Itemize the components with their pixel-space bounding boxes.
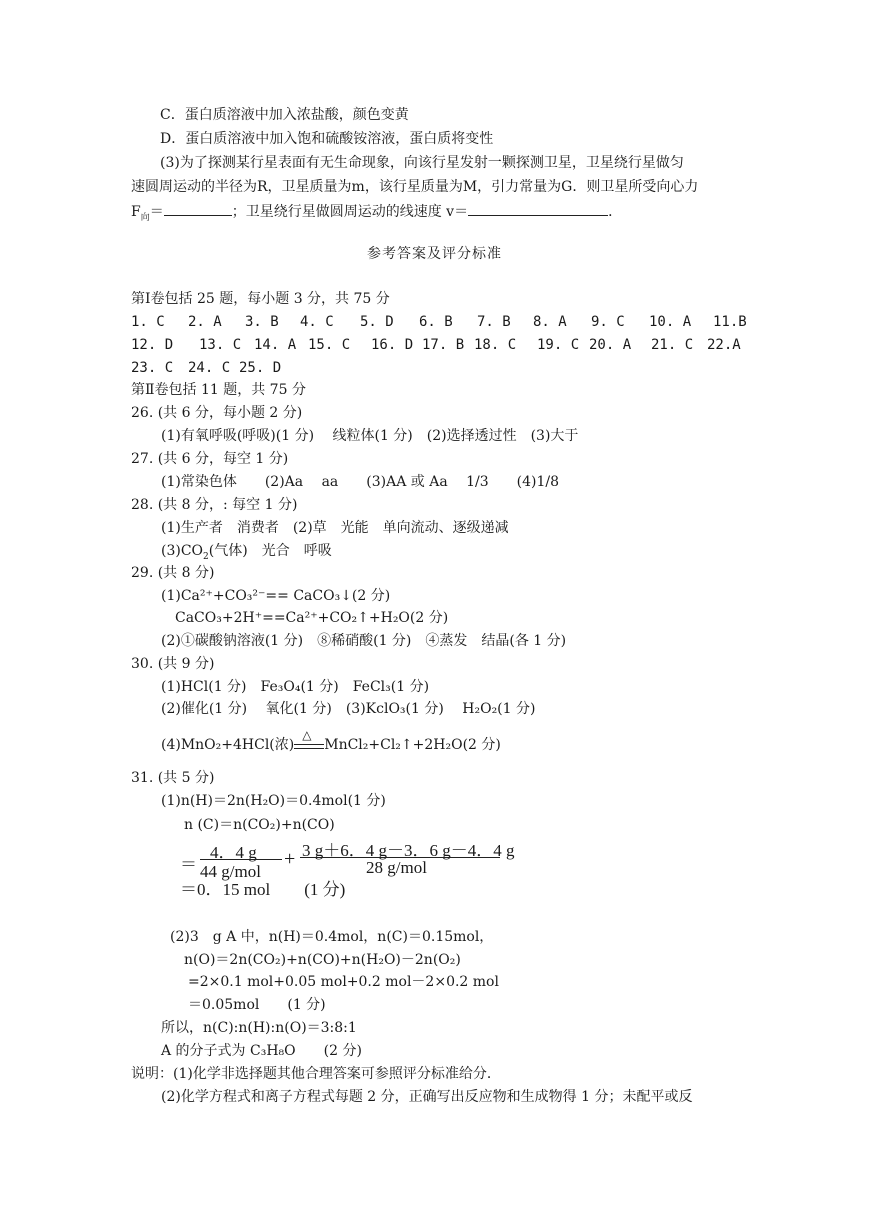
q28-header: 28. (共 8 分，: 每空 1 分)	[131, 497, 298, 513]
q31-line-2: n (C)＝n(CO₂)+n(CO)	[184, 817, 335, 833]
note-line-2: (2)化学方程式和离子方程式每题 2 分，正确写出反应物和生成物得 1 分；未配平或反	[161, 1089, 693, 1105]
mc-answer: 17. B	[422, 337, 465, 353]
q30-answer-1: (1)HCl(1 分) Fe₃O₄(1 分) FeCl₃(1 分)	[161, 679, 430, 695]
q28-answer-1: (1)生产者 消费者 (2)草 光能 单向流动、逐级递减	[161, 520, 509, 536]
q29-answer-2: (2)①碳酸钠溶液(1 分) ⑧稀硝酸(1 分) ④蒸发 结晶(各 1 分)	[161, 633, 567, 649]
mc-answer: 6. B	[419, 314, 453, 330]
fraction1-denominator: 44 g/mol	[200, 862, 261, 881]
q30-products: MnCl₂+Cl₂↑+2H₂O(2 分)	[324, 737, 501, 753]
mc-answer: 7. B	[477, 314, 511, 330]
q3-line-3	[131, 201, 622, 228]
q3-line-1: (3)为了探测某行星表面有无生命现象，向该行星发射一颗探测卫星，卫星绕行星做匀	[160, 155, 684, 171]
q27-answer: (1)常染色体 (2)Aa aa (3)AA 或 Aa 1/3 (4)1/8	[161, 474, 560, 490]
q29-equation-2: CaCO₃+2H⁺==Ca²⁺+CO₂↑+H₂O(2 分)	[175, 610, 449, 626]
q26-header: 26. (共 6 分，每小题 2 分)	[131, 405, 303, 421]
force-subscript: 向	[140, 212, 150, 223]
q29-equation-1: (1)Ca²⁺+CO₃²⁻== CaCO₃↓(2 分)	[161, 588, 391, 604]
q31-part2-line-3: =2×0.1 mol+0.05 mol+0.2 mol－2×0.2 mol	[188, 974, 499, 990]
mc-answer: 22.A	[707, 337, 741, 353]
q30-reactants: (4)MnO₂+4HCl(浓)	[161, 737, 295, 753]
q28-co2-text: (3)CO	[161, 543, 204, 559]
q29-header: 29. (共 8 分)	[131, 565, 215, 581]
q31-part2-line-5: 所以，n(C):n(H):n(O)＝3:8:1	[161, 1020, 357, 1036]
note-line-1: 说明：(1)化学非选择题其他合理答案可参照评分标准给分．	[131, 1066, 501, 1082]
option-d: D．蛋白质溶液中加入饱和硫酸铵溶液，蛋白质将变性	[160, 131, 494, 147]
q30-answer-2: (2)催化(1 分) 氧化(1 分) (3)KclO₃(1 分) H₂O₂(1 分)	[161, 701, 536, 717]
q27-header: 27. (共 6 分，每空 1 分)	[131, 451, 289, 467]
q3-end-punct: ．	[608, 204, 623, 220]
mc-answer: 14. A	[254, 337, 297, 353]
mc-answer: 16. D	[371, 337, 414, 353]
delta-icon: △	[302, 728, 312, 742]
q31-header: 31. (共 5 分)	[131, 770, 215, 786]
mc-answer: 13. C	[199, 337, 242, 353]
q31-result: ＝0．15 mol (1 分)	[180, 880, 346, 899]
q3-middle-text: ；卫星绕行星做圆周运动的线速度 v＝	[231, 204, 469, 220]
q30-equation	[161, 728, 501, 755]
expr-equals: ＝	[180, 855, 197, 874]
mc-answer: 18. C	[474, 337, 517, 353]
fraction-expression	[180, 835, 515, 885]
answer-blank-force[interactable]	[164, 201, 232, 216]
mc-answer: 15. C	[308, 337, 351, 353]
equals-sign: ＝	[149, 204, 164, 220]
q31-part2-line-2: n(O)＝2n(CO₂)+n(CO)+n(H₂O)－2n(O₂)	[184, 952, 461, 968]
mc-answer: 12. D	[131, 337, 174, 353]
q3-line-2: 速圆周运动的半径为R，卫星质量为m，该行星质量为M，引力常量为G．则卫星所受向心力	[131, 179, 699, 195]
mc-answer: 9. C	[591, 314, 625, 330]
mc-answer: 10. A	[649, 314, 692, 330]
q28-rest-text: (气体) 光合 呼吸	[208, 543, 332, 559]
q30-header: 30. (共 9 分)	[131, 656, 215, 672]
mc-answer: 19. C	[537, 337, 580, 353]
expr-plus: +	[284, 848, 296, 870]
mc-answer: 23. C	[131, 360, 174, 376]
force-symbol: F	[131, 204, 141, 220]
mc-answer: 8. A	[533, 314, 567, 330]
mc-answer: 20. A	[589, 337, 632, 353]
mc-answer: 4. C	[300, 314, 334, 330]
mc-answer: 24. C	[188, 360, 231, 376]
q28-co2-subscript: 2	[203, 551, 209, 562]
fraction2-denominator: 28 g/mol	[366, 858, 427, 877]
mc-answer: 2. A	[188, 314, 222, 330]
mc-answer: 3. B	[245, 314, 279, 330]
q31-line-1: (1)n(H)＝2n(H₂O)＝0.4mol(1 分)	[161, 793, 386, 809]
heat-condition-sign	[294, 728, 324, 749]
q31-part2-line-1: (2)3 g A 中，n(H)＝0.4mol，n(C)＝0.15mol，	[170, 929, 494, 945]
q26-answer: (1)有氧呼吸(呼吸)(1 分) 线粒体(1 分) (2)选择透过性 (3)大于	[161, 428, 579, 444]
fraction1-bar	[200, 859, 282, 860]
mc-answer: 5. D	[360, 314, 394, 330]
fraction2-numerator: 3 g＋6．4 g－3．6 g－4．4 g	[302, 841, 515, 860]
part2-header: 第Ⅱ卷包括 11 题，共 75 分	[131, 382, 306, 398]
fraction1-numerator: 4．4 g	[210, 843, 257, 862]
mc-answer: 21. C	[651, 337, 694, 353]
q31-part2-line-4: ＝0.05mol (1 分)	[188, 997, 326, 1013]
answer-blank-velocity[interactable]	[468, 201, 608, 216]
mc-answer: 11.B	[713, 314, 747, 330]
option-c: C．蛋白质溶液中加入浓盐酸，颜色变黄	[160, 107, 409, 123]
mc-answer: 1. C	[131, 314, 165, 330]
answers-title: 参考答案及评分标准	[367, 246, 502, 262]
q31-part2-line-6: A 的分子式为 C₃H₈O (2 分)	[161, 1043, 362, 1059]
part1-header: 第Ⅰ卷包括 25 题，每小题 3 分，共 75 分	[131, 291, 390, 307]
mc-answer: 25. D	[239, 360, 282, 376]
